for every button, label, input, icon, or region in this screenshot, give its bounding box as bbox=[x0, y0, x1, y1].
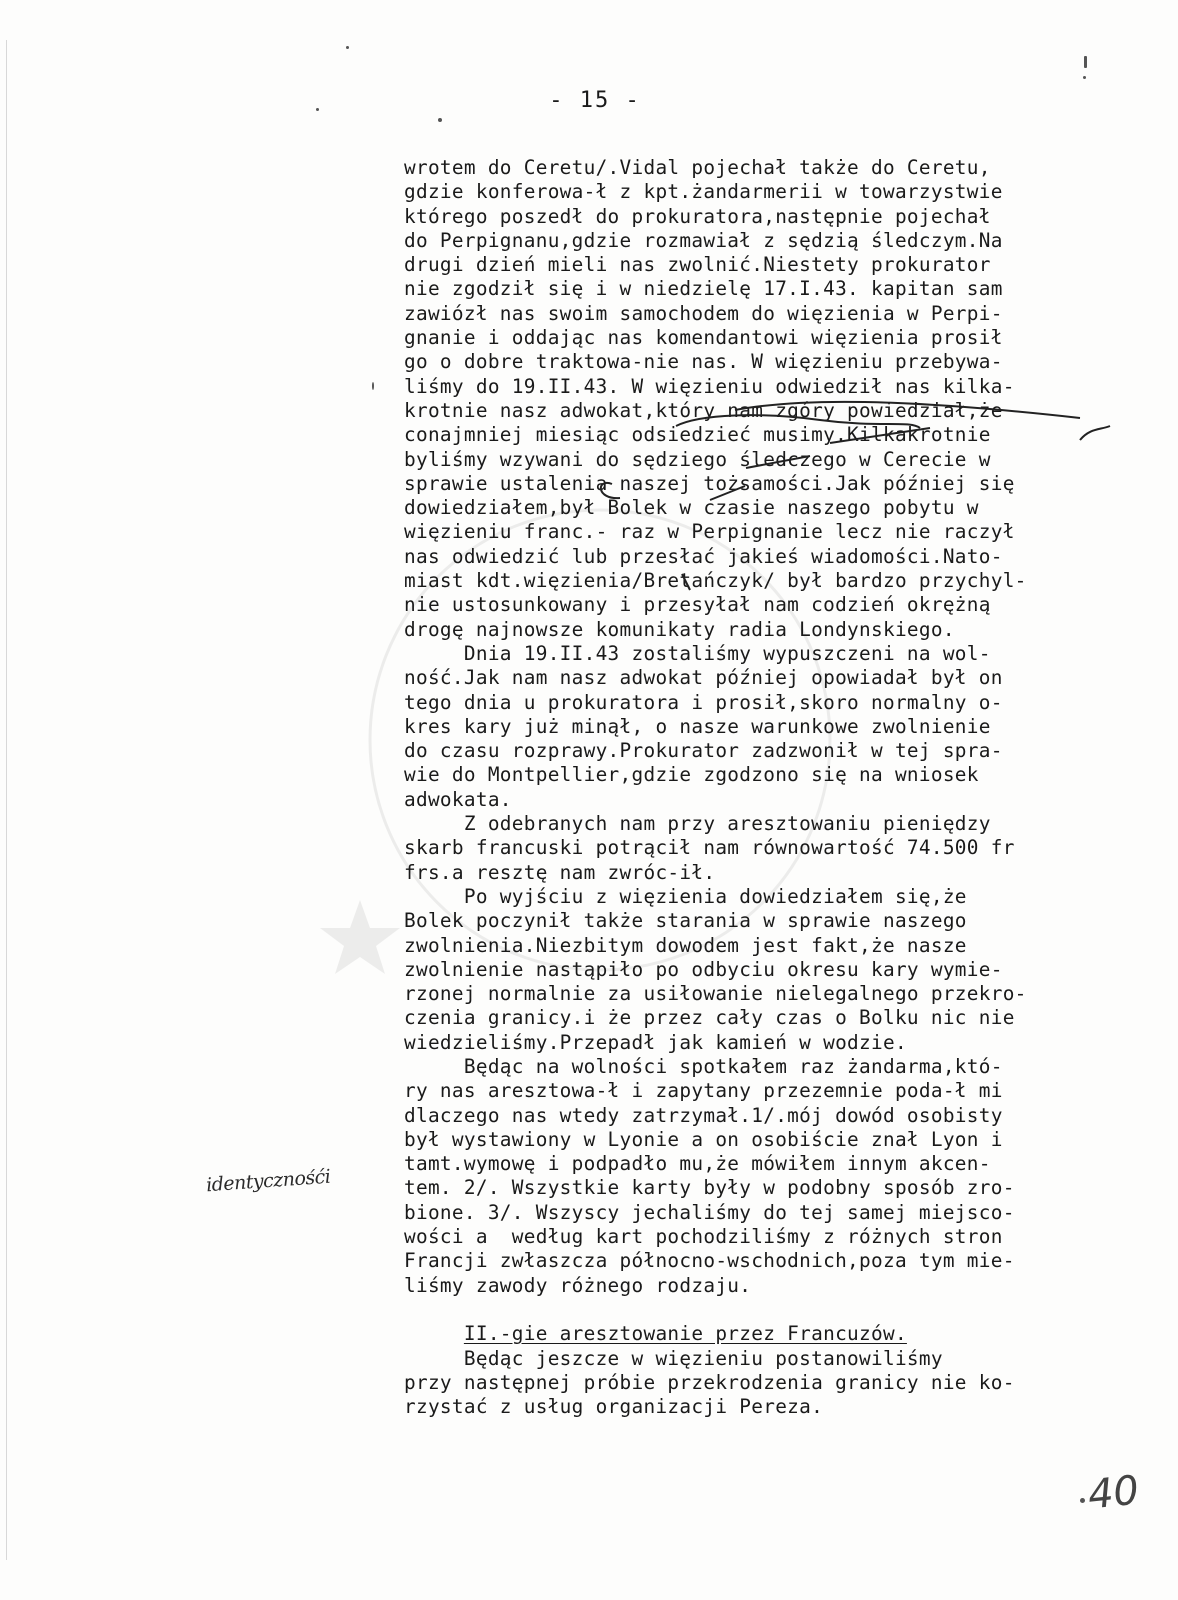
text-line: nie ustosunkowany i przesyłał nam codzień okrężną bbox=[404, 593, 991, 617]
text-line: skarb francuski potrącił nam równowartość 74.500 fr bbox=[404, 836, 1015, 860]
text-line: wiedzieliśmy.Przepadł jak kamień w wodzie. bbox=[404, 1030, 907, 1054]
scan-speck bbox=[1083, 76, 1086, 79]
text-line: adwokata. bbox=[404, 787, 512, 811]
text-line: gnanie i oddając nas komendantowi więzienia prosił bbox=[404, 326, 1003, 350]
blank-line bbox=[404, 1298, 1124, 1322]
text-line: miast kdt.więzienia/Bretańczyk/ był bardzo przychyl- bbox=[404, 569, 1027, 593]
corner-dot bbox=[1080, 1498, 1085, 1503]
text-line: wrotem do Ceretu/.Vidal pojechał także do Ceretu, bbox=[404, 156, 991, 179]
text-line: rzonej normalnie za usiłowanie nielegalnego przekro- bbox=[404, 982, 1027, 1006]
text-line: Będąc jeszcze w więzieniu postanowiliśmy bbox=[404, 1346, 943, 1370]
text-line: więzieniu franc.- raz w Perpignanie lecz nie raczył bbox=[404, 520, 1015, 544]
text-line: dowiedziałem,był Bolek w czasie naszego pobytu w bbox=[404, 496, 979, 520]
text-line: Bolek poczynił także starania w sprawie naszego bbox=[404, 909, 967, 933]
scan-speck bbox=[1084, 56, 1087, 68]
text-line: przy następnej próbie przekrodzenia granicy nie ko- bbox=[404, 1370, 1015, 1394]
text-line: Dnia 19.II.43 zostaliśmy wypuszczeni na wol- bbox=[404, 641, 991, 665]
text-line: do Perpignanu,gdzie rozmawiał z sędzią śledczym.Na bbox=[404, 228, 1003, 252]
text-line: tego dnia u prokuratora i prosił,skoro normalny o- bbox=[404, 690, 1003, 714]
text-line: rzystać z usług organizacji Pereza. bbox=[404, 1395, 824, 1419]
text-line: tamt.wymowę i podpadło mu,że mówiłem innym akcen- bbox=[404, 1152, 991, 1176]
text-line: Z odebranych nam przy aresztowaniu pieniędzy bbox=[404, 812, 991, 836]
text-line: czenia granicy.i że przez cały czas o Bolku nic nie bbox=[404, 1006, 1015, 1030]
indent bbox=[404, 1322, 464, 1345]
text-line: zwolnienie nastąpiło po odbyciu okresu kary wymie- bbox=[404, 957, 1003, 981]
scan-speck bbox=[438, 118, 442, 122]
text-line: tem. 2/. Wszystkie karty były w podobny sposób zro- bbox=[404, 1176, 1015, 1200]
text-line: drogę najnowsze komunikaty radia Londynskiego. bbox=[404, 617, 955, 641]
text-line: kres kary już minął, o nasze warunkowe zwolnienie bbox=[404, 714, 991, 738]
text-line: drugi dzień mieli nas zwolnić.Niestety prokurator bbox=[404, 253, 991, 277]
text-line: go o dobre traktowa-nie nas. W więzieniu przebywa- bbox=[404, 350, 1003, 374]
scan-speck bbox=[372, 382, 374, 390]
text-line: conajmniej miesiąc odsiedzieć musimy.Kilkakrotnie bbox=[404, 423, 991, 447]
text-line: bione. 3/. Wszyscy jechaliśmy do tej samej miejsco- bbox=[404, 1200, 1015, 1224]
scan-speck bbox=[316, 108, 319, 111]
text-line: gdzie konferowa-ł z kpt.żandarmerii w towarzystwie bbox=[404, 180, 1003, 204]
page-number: - 15 - bbox=[549, 88, 641, 113]
text-line: którego poszedł do prokuratora,następnie pojechał bbox=[404, 204, 991, 228]
text-line: nie zgodził się i w niedzielę 17.I.43. kapitan sam bbox=[404, 277, 1003, 301]
text-line: do czasu rozprawy.Prokurator zadzwonił w tej spra- bbox=[404, 739, 1003, 763]
text-line: wie do Montpellier,gdzie zgodzono się na wniosek bbox=[404, 763, 979, 787]
text-line: Po wyjściu z więzienia dowiedziałem się,że bbox=[404, 884, 967, 908]
text-line: dlaczego nas wtedy zatrzymał.1/.mój dowód osobisty bbox=[404, 1103, 1003, 1127]
text-line: Będąc na wolności spotkałem raz żandarma,któ- bbox=[404, 1054, 1003, 1078]
section-heading-text: II.-gie aresztowanie przez Francuzów. bbox=[463, 1322, 907, 1346]
text-line: frs.a resztę nam zwróc-ił. bbox=[404, 860, 716, 884]
text-line: byliśmy wzywani do sędziego śledczego w Cerecie w bbox=[404, 447, 991, 471]
text-line: liśmy zawody różnego rodzaju. bbox=[404, 1273, 752, 1297]
handwritten-margin-note: identycznośći bbox=[205, 1165, 332, 1197]
text-line: krotnie nasz adwokat,który nam zgóry powiedział,że bbox=[404, 398, 1003, 422]
text-line: sprawie ustalenia naszej tożsamości.Jak później się bbox=[404, 471, 1015, 495]
text-line: zawiózł nas swoim samochodem do więzienia w Perpi- bbox=[404, 301, 1003, 325]
scan-edge bbox=[6, 40, 7, 1560]
text-line: ry nas aresztowa-ł i zapytany przezemnie poda-ł mi bbox=[404, 1079, 1003, 1103]
typed-body-text bbox=[404, 156, 1124, 1419]
section-heading bbox=[404, 1322, 1124, 1346]
text-line: Francji zwłaszcza północno-wschodnich,poza tym mie- bbox=[404, 1249, 1015, 1273]
text-line: był wystawiony w Lyonie a on osobiście znał Lyon i bbox=[404, 1127, 1003, 1151]
text-line: liśmy do 19.II.43. W więzieniu odwiedził nas kilka- bbox=[404, 374, 1015, 398]
text-line: wości a według kart pochodziliśmy z różnych stron bbox=[404, 1225, 1003, 1249]
text-line: zwolnienia.Niezbitym dowodem jest fakt,że nasze bbox=[404, 933, 967, 957]
handwritten-archive-number: 40 bbox=[1085, 1467, 1142, 1519]
scan-speck bbox=[346, 46, 349, 49]
text-line: ność.Jak nam nasz adwokat później opowiadał był on bbox=[404, 666, 1003, 690]
text-line: nas odwiedzić lub przesłać jakieś wiadomości.Nato- bbox=[404, 544, 1003, 568]
